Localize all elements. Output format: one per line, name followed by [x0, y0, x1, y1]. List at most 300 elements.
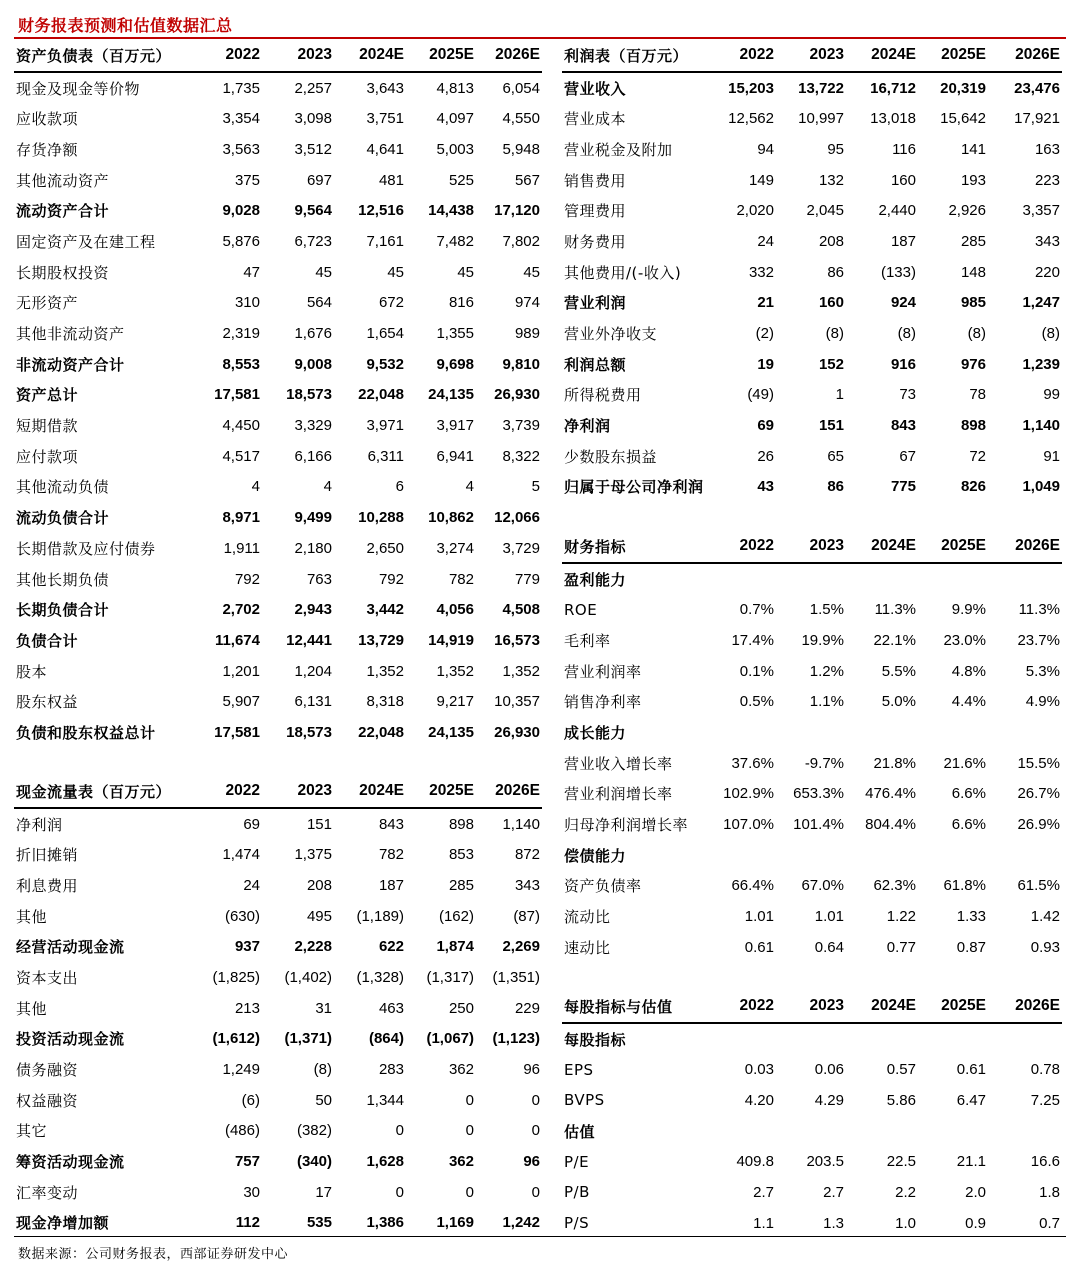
- row-value: 2.2: [895, 1183, 916, 1201]
- row-label: 现金及现金等价物: [16, 79, 141, 98]
- row-value: 937: [234, 938, 260, 956]
- year-header: 2024E: [846, 991, 918, 1023]
- row-value: 1,352: [366, 662, 404, 680]
- empty-cell: [918, 840, 988, 871]
- row-value: 0.5%: [739, 693, 774, 711]
- row-value: 0: [465, 1091, 474, 1109]
- year-header: 2024E: [846, 40, 918, 72]
- row-value: 26: [757, 447, 774, 465]
- table-row: [14, 349, 542, 380]
- row-value: 1.01: [744, 908, 774, 926]
- row-value: (864): [368, 1030, 404, 1048]
- section-label: 偿债能力: [564, 846, 627, 865]
- row-label: 销售净利率: [564, 693, 642, 712]
- row-value: (382): [296, 1122, 332, 1140]
- row-value: 21.6%: [943, 754, 986, 772]
- row-label: 汇率变动: [16, 1183, 79, 1202]
- table-row: [14, 410, 542, 441]
- row-value: 9,217: [436, 693, 474, 711]
- row-label: 流动负债合计: [16, 509, 110, 528]
- row-value: 283: [378, 1061, 404, 1079]
- row-value: 0.1%: [739, 662, 774, 680]
- row-value: 187: [378, 876, 404, 894]
- row-label: 应收款项: [16, 110, 79, 129]
- table-title: 财务指标: [562, 531, 712, 563]
- row-value: 476.4%: [865, 785, 916, 803]
- table-row: [562, 472, 1062, 503]
- row-label: 利润总额: [564, 355, 627, 374]
- row-value: 0: [531, 1122, 540, 1140]
- row-value: 1.3: [823, 1214, 844, 1232]
- row-value: 1,344: [366, 1091, 404, 1109]
- row-label: 长期股权投资: [16, 263, 110, 282]
- row-label: 其他流动资产: [16, 171, 110, 190]
- row-value: 86: [827, 478, 844, 496]
- row-value: 17: [315, 1183, 332, 1201]
- row-value: 495: [306, 907, 332, 925]
- row-value: 99: [1043, 386, 1060, 404]
- row-value: 4,813: [436, 79, 474, 97]
- row-value: (1,371): [284, 1030, 332, 1048]
- row-value: (8): [825, 325, 844, 343]
- row-value: 6.6%: [951, 816, 986, 834]
- row-value: 11.3%: [874, 601, 916, 619]
- row-value: 1,239: [1022, 355, 1060, 373]
- row-value: 1,874: [436, 938, 474, 956]
- row-value: 17,921: [1014, 110, 1060, 128]
- year-header: 2022: [712, 991, 776, 1023]
- row-value: 45: [457, 263, 474, 281]
- row-value: 6: [395, 478, 404, 496]
- row-value: 4,550: [502, 110, 540, 128]
- row-value: 11.3%: [1018, 601, 1060, 619]
- row-value: 4,641: [366, 140, 404, 158]
- row-value: 50: [315, 1091, 332, 1109]
- row-value: 924: [890, 294, 916, 312]
- row-value: 151: [818, 417, 844, 435]
- table-header-row: [562, 40, 1062, 72]
- row-value: 2,926: [948, 202, 986, 220]
- table-row: [562, 932, 1062, 963]
- row-value: 3,563: [222, 140, 260, 158]
- year-header: 2024E: [846, 531, 918, 563]
- table-row: [562, 257, 1062, 288]
- section-header-row: [562, 717, 1062, 748]
- row-value: 463: [378, 999, 404, 1017]
- row-value: 525: [448, 171, 474, 189]
- table-row: [562, 226, 1062, 257]
- table-row: [562, 1208, 1062, 1239]
- row-value: 362: [448, 1061, 474, 1079]
- empty-cell: [918, 1116, 988, 1147]
- table-row: [14, 441, 542, 472]
- row-value: 3,739: [502, 417, 540, 435]
- row-label: 毛利率: [564, 631, 611, 650]
- row-value: 763: [306, 570, 332, 588]
- row-value: 21: [757, 294, 774, 312]
- empty-cell: [918, 563, 988, 595]
- row-value: (8): [897, 325, 916, 343]
- table-row: [14, 625, 542, 656]
- row-value: 69: [243, 815, 260, 833]
- row-value: 4: [323, 478, 332, 496]
- row-value: 10,357: [494, 693, 540, 711]
- row-value: 6,166: [294, 447, 332, 465]
- row-value: 24: [757, 232, 774, 250]
- row-value: 229: [514, 999, 540, 1017]
- row-value: 672: [378, 294, 404, 312]
- row-value: 73: [899, 386, 916, 404]
- table-row: [14, 134, 542, 165]
- table-row: [562, 441, 1062, 472]
- row-label: 现金净增加额: [16, 1214, 110, 1233]
- row-value: 65: [827, 447, 844, 465]
- row-value: 974: [514, 294, 540, 312]
- year-header: 2024E: [334, 776, 406, 808]
- row-value: 22.5: [886, 1153, 916, 1171]
- row-value: 4,517: [222, 447, 260, 465]
- row-value: 203.5: [806, 1153, 844, 1171]
- row-label: 短期借款: [16, 417, 79, 436]
- row-value: 0.64: [814, 938, 844, 956]
- row-value: 45: [315, 263, 332, 281]
- row-value: (133): [880, 263, 916, 281]
- row-value: 22,048: [358, 386, 404, 404]
- row-value: 1,201: [222, 662, 260, 680]
- row-value: 0: [465, 1122, 474, 1140]
- row-label: 其他非流动资产: [16, 325, 125, 344]
- row-value: 13,729: [358, 631, 404, 649]
- table-row: [562, 318, 1062, 349]
- row-label: 营业收入: [564, 79, 627, 98]
- row-value: 1.22: [886, 908, 916, 926]
- table-row: [562, 380, 1062, 411]
- financial-ratios-table: [562, 531, 1062, 963]
- table-row: [562, 809, 1062, 840]
- row-value: 1,242: [502, 1214, 540, 1232]
- row-value: 17,581: [214, 723, 260, 741]
- section-header-row: [562, 1116, 1062, 1147]
- row-value: 310: [234, 294, 260, 312]
- table-row: [562, 165, 1062, 196]
- row-value: 1,169: [436, 1214, 474, 1232]
- row-value: 26,930: [494, 723, 540, 741]
- row-value: 23.7%: [1017, 631, 1060, 649]
- row-label: 营业利润: [564, 294, 627, 313]
- year-header: 2026E: [988, 531, 1062, 563]
- row-value: 96: [523, 1061, 540, 1079]
- row-value: 1,140: [502, 815, 540, 833]
- row-value: 0.93: [1030, 938, 1060, 956]
- row-value: 1,247: [1022, 294, 1060, 312]
- row-value: 78: [969, 386, 986, 404]
- row-value: 9,499: [294, 509, 332, 527]
- row-value: 223: [1034, 171, 1060, 189]
- empty-cell: [712, 717, 776, 748]
- row-value: 4,508: [502, 601, 540, 619]
- table-row: [14, 564, 542, 595]
- row-label: P/E: [564, 1152, 590, 1171]
- year-header: 2026E: [476, 776, 542, 808]
- row-label: 投资活动现金流: [16, 1030, 125, 1049]
- row-label: 存货净额: [16, 140, 79, 159]
- row-value: 1,352: [436, 662, 474, 680]
- table-row: [562, 748, 1062, 779]
- year-header: 2026E: [988, 991, 1062, 1023]
- row-label: 净利润: [564, 417, 611, 436]
- row-value: 362: [448, 1153, 474, 1171]
- row-value: 19.9%: [801, 631, 844, 649]
- row-label: 权益融资: [16, 1091, 79, 1110]
- income-statement-table: [562, 40, 1062, 502]
- row-value: 782: [378, 846, 404, 864]
- row-value: 17,120: [494, 202, 540, 220]
- row-label: EPS: [564, 1060, 594, 1079]
- table-row: [14, 808, 542, 840]
- row-value: 3,643: [366, 79, 404, 97]
- row-label: 营业成本: [564, 110, 627, 129]
- row-value: 653.3%: [793, 785, 844, 803]
- row-value: (2): [755, 325, 774, 343]
- row-value: 5.0%: [881, 693, 916, 711]
- row-label: 折旧摊销: [16, 846, 79, 865]
- row-value: 1,911: [223, 539, 260, 557]
- table-row: [14, 472, 542, 503]
- row-value: 285: [448, 876, 474, 894]
- row-label: 所得税费用: [564, 386, 642, 405]
- row-value: 1,628: [366, 1153, 404, 1171]
- row-value: 2,943: [294, 601, 332, 619]
- empty-cell: [776, 1116, 846, 1147]
- row-value: (8): [313, 1061, 332, 1079]
- empty-cell: [776, 563, 846, 595]
- row-value: 69: [757, 417, 774, 435]
- row-value: 15,203: [728, 79, 774, 97]
- row-label: 其他: [16, 999, 48, 1018]
- row-value: 6,311: [367, 447, 404, 465]
- table-row: [562, 901, 1062, 932]
- table-row: [562, 686, 1062, 717]
- section-label: 每股指标: [564, 1030, 627, 1049]
- row-value: 26.9%: [1017, 816, 1060, 834]
- row-label: 管理费用: [564, 202, 627, 221]
- row-value: 792: [378, 570, 404, 588]
- row-value: 782: [448, 570, 474, 588]
- cash-flow-table: [14, 776, 542, 1238]
- row-value: (49): [747, 386, 774, 404]
- row-value: 10,288: [358, 509, 404, 527]
- row-label: 其它: [16, 1122, 48, 1141]
- row-value: 3,357: [1022, 202, 1060, 220]
- row-value: 3,442: [366, 601, 404, 619]
- row-value: 2,228: [294, 938, 332, 956]
- row-value: 26,930: [494, 386, 540, 404]
- row-value: 4.4%: [951, 693, 986, 711]
- row-value: 0.9: [965, 1214, 986, 1232]
- row-value: 1: [835, 386, 844, 404]
- table-title: 利润表（百万元）: [562, 40, 712, 72]
- row-value: 86: [827, 263, 844, 281]
- row-label: 股东权益: [16, 693, 79, 712]
- row-value: 9,532: [366, 355, 404, 373]
- row-value: 1,474: [222, 846, 260, 864]
- table-title: 每股指标与估值: [562, 991, 712, 1023]
- row-value: 1.8: [1039, 1183, 1060, 1201]
- row-label: 销售费用: [564, 171, 627, 190]
- row-value: 916: [890, 355, 916, 373]
- row-label: 营业外净收支: [564, 325, 658, 344]
- year-header: 2025E: [406, 40, 476, 72]
- row-label: 营业利润增长率: [564, 785, 673, 804]
- row-value: 5,948: [502, 140, 540, 158]
- row-value: 187: [890, 232, 916, 250]
- row-value: 7,482: [436, 232, 474, 250]
- row-value: 779: [514, 570, 540, 588]
- row-value: 132: [818, 171, 844, 189]
- row-label: 资产负债率: [564, 877, 642, 896]
- row-value: 1.1%: [809, 693, 844, 711]
- table-row: [562, 1177, 1062, 1208]
- row-value: 792: [234, 570, 260, 588]
- row-label: 利息费用: [16, 876, 79, 895]
- row-value: 13,018: [870, 110, 916, 128]
- source-note: 数据来源：公司财务报表，西部证券研发中心: [18, 1247, 289, 1262]
- table-row: [14, 1085, 542, 1116]
- row-value: 1,204: [294, 662, 332, 680]
- empty-cell: [988, 1023, 1062, 1055]
- row-label: 资本支出: [16, 968, 79, 987]
- row-value: 4,450: [222, 417, 260, 435]
- year-header: 2025E: [918, 40, 988, 72]
- row-value: 2,269: [502, 938, 540, 956]
- row-value: 343: [1034, 232, 1060, 250]
- row-label: 其他长期负债: [16, 570, 110, 589]
- row-value: 1,355: [436, 325, 474, 343]
- section-header-row: [562, 1023, 1062, 1055]
- table-row: [14, 318, 542, 349]
- section-label: 成长能力: [564, 723, 627, 742]
- empty-cell: [712, 563, 776, 595]
- row-label: 财务费用: [564, 232, 627, 251]
- row-value: (340): [296, 1153, 332, 1171]
- row-label: 经营活动现金流: [16, 938, 125, 957]
- table-row: [14, 533, 542, 564]
- row-value: 5,876: [222, 232, 260, 250]
- table-row: [562, 656, 1062, 687]
- table-row: [14, 870, 542, 901]
- empty-cell: [918, 717, 988, 748]
- table-row: [14, 288, 542, 319]
- row-value: 16.6: [1030, 1153, 1060, 1171]
- row-value: 2,319: [222, 325, 260, 343]
- row-label: 流动资产合计: [16, 202, 110, 221]
- table-row: [14, 1024, 542, 1055]
- empty-cell: [988, 840, 1062, 871]
- table-row: [562, 625, 1062, 656]
- row-label: 筹资活动现金流: [16, 1153, 125, 1172]
- row-value: 775: [890, 478, 916, 496]
- year-header: 2023: [262, 40, 334, 72]
- row-value: 18,573: [286, 723, 332, 741]
- row-value: 10,997: [798, 110, 844, 128]
- empty-cell: [988, 717, 1062, 748]
- row-value: 481: [378, 171, 404, 189]
- row-value: 564: [306, 294, 332, 312]
- table-row: [562, 594, 1062, 625]
- row-value: 6,941: [436, 447, 474, 465]
- row-value: 3,917: [436, 417, 474, 435]
- table-row: [14, 1146, 542, 1177]
- row-value: 843: [378, 815, 404, 833]
- row-value: 45: [387, 263, 404, 281]
- row-value: 24: [243, 876, 260, 894]
- table-row: [14, 380, 542, 411]
- row-value: (1,612): [212, 1030, 260, 1048]
- table-row: [562, 134, 1062, 165]
- row-value: 91: [1043, 447, 1060, 465]
- row-value: 7,802: [502, 232, 540, 250]
- row-value: (630): [224, 907, 260, 925]
- row-value: 843: [890, 417, 916, 435]
- row-value: 0.06: [814, 1061, 844, 1079]
- row-value: 16,573: [494, 631, 540, 649]
- table-row: [14, 717, 542, 748]
- row-value: 0.7: [1039, 1214, 1060, 1232]
- row-value: 976: [960, 355, 986, 373]
- empty-cell: [712, 840, 776, 871]
- table-row: [14, 931, 542, 962]
- row-value: (486): [224, 1122, 260, 1140]
- row-value: (87): [513, 907, 540, 925]
- row-label: 其他费用/(-收入): [564, 263, 682, 282]
- row-value: 1,140: [1022, 417, 1060, 435]
- row-value: 6,131: [294, 693, 332, 711]
- row-value: 14,438: [428, 202, 474, 220]
- row-value: 19: [757, 355, 774, 373]
- row-value: 23,476: [1014, 79, 1060, 97]
- row-value: 9,008: [294, 355, 332, 373]
- row-value: 4.20: [744, 1091, 774, 1109]
- row-value: 1,249: [222, 1061, 260, 1079]
- row-value: 95: [827, 140, 844, 158]
- row-label: 无形资产: [16, 294, 79, 313]
- row-value: 16,712: [870, 79, 916, 97]
- row-value: 985: [960, 294, 986, 312]
- row-value: 1.2%: [809, 662, 844, 680]
- row-value: (1,825): [212, 968, 260, 986]
- row-value: 3,751: [366, 110, 404, 128]
- row-value: 12,516: [358, 202, 404, 220]
- row-label: 股本: [16, 662, 48, 681]
- year-header: 2023: [776, 991, 846, 1023]
- row-value: 2,440: [878, 202, 916, 220]
- row-value: 4,056: [436, 601, 474, 619]
- year-header: 2025E: [918, 991, 988, 1023]
- balance-sheet-table: [14, 40, 542, 748]
- row-label: 债务融资: [16, 1061, 79, 1080]
- table-row: [14, 195, 542, 226]
- row-label: P/S: [564, 1214, 590, 1233]
- empty-cell: [846, 840, 918, 871]
- row-value: 0.57: [886, 1061, 916, 1079]
- row-label: 应付款项: [16, 447, 79, 466]
- empty-cell: [846, 563, 918, 595]
- table-row: [562, 1054, 1062, 1085]
- row-value: 193: [960, 171, 986, 189]
- row-value: 17.4%: [731, 631, 774, 649]
- row-value: 152: [818, 355, 844, 373]
- row-value: 22,048: [358, 723, 404, 741]
